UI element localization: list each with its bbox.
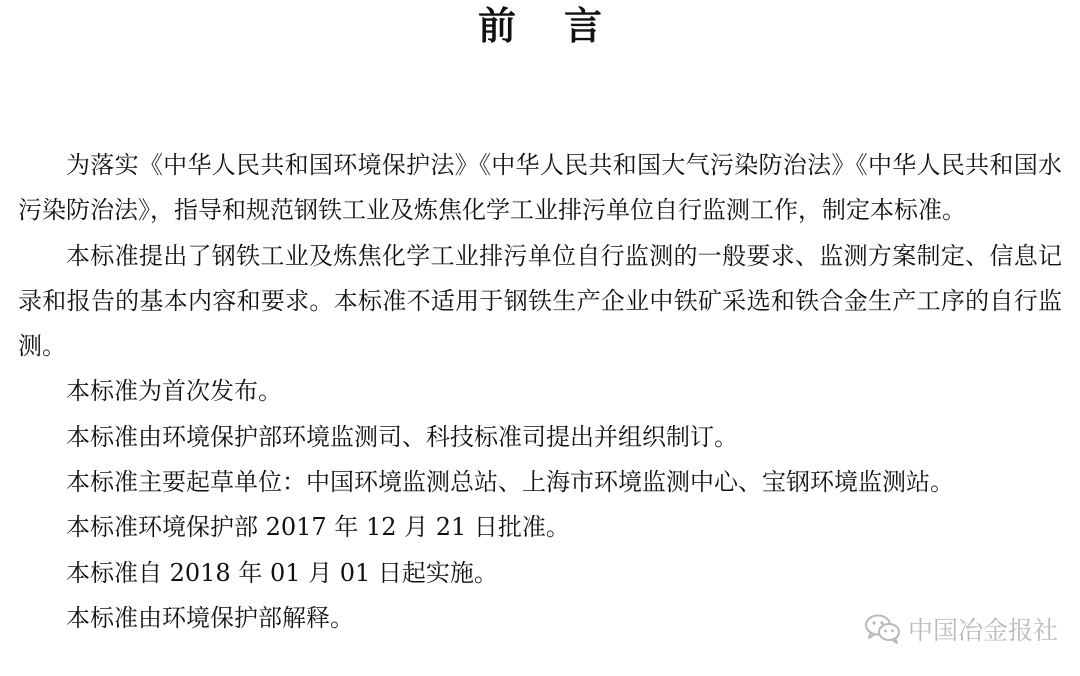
paragraph-first-release: 本标准为首次发布。 [66, 377, 282, 406]
paragraph-scope: 本标准提出了钢铁工业及炼焦化学工业排污单位自行监测的一般要求、监测方案制定、信息记录和报告的基本内容和要求。本标准不适用于钢铁生产企业中铁矿采选和铁合金生产工序的自行监测。 [18, 241, 1062, 361]
paragraph-approval-date: 本标准环境保护部 2017 年 12 月 21 日批准。 [66, 513, 570, 542]
paragraph-effective-date: 本标准自 2018 年 01 月 01 日起实施。 [66, 558, 498, 587]
watermark [864, 609, 1058, 649]
document-body [18, 143, 1062, 641]
paragraph-interpretation: 本标准由环境保护部解释。 [66, 603, 354, 632]
wechat-icon [864, 613, 902, 645]
paragraph-purpose: 为落实《中华人民共和国环境保护法》《中华人民共和国大气污染防治法》《中华人民共和国水污染防治法》，指导和规范钢铁工业及炼焦化学工业排污单位自行监测工作，制定本标准。 [18, 151, 1062, 225]
watermark-text: 中国冶金报社 [907, 616, 1058, 645]
paragraph-proposer: 本标准由环境保护部环境监测司、科技标准司提出并组织制订。 [66, 422, 738, 451]
paragraph-drafting-units: 本标准主要起草单位：中国环境监测总站、上海市环境监测中心、宝钢环境监测站。 [66, 468, 954, 497]
page-title: 前言 [477, 3, 650, 48]
